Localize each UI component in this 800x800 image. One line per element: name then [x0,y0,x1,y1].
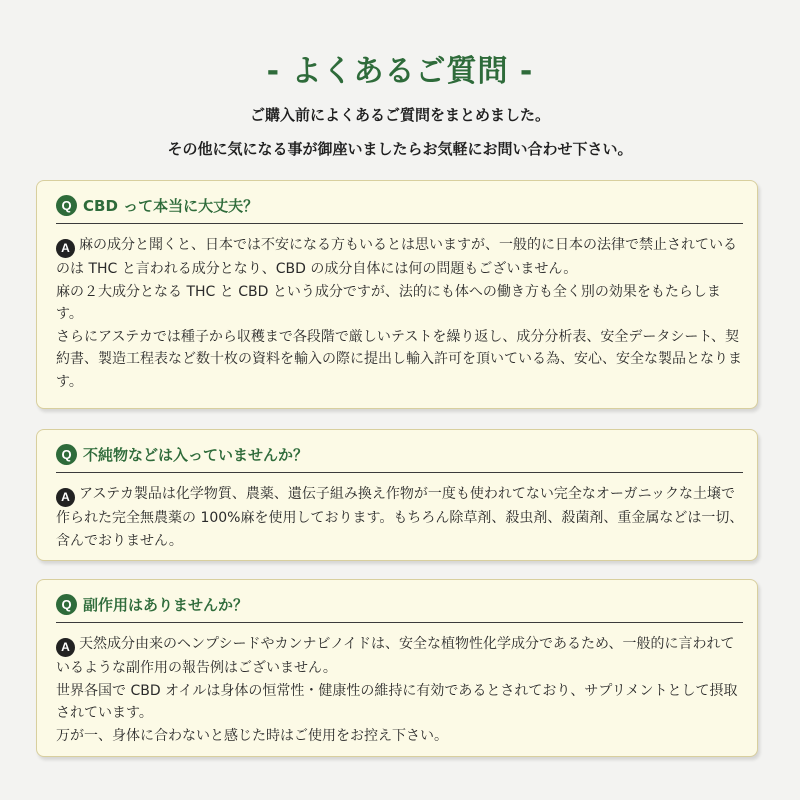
answer-body [56,483,747,552]
answer-paragraph: 麻の２大成分となる THC と CBD という成分ですが、法的にも体への働き方も全く別の効果をもたらします。 [56,283,721,323]
q-badge-icon: Q [56,444,77,465]
answer-text: アステカ製品は化学物質、農薬、遺伝子組み換え作物が一度も使われてない完全なオーガニックな土壌で作られた完全無農薬の 100%麻を使用しております。もちろん除草剤、殺虫剤、殺菌剤、重金属などは一切、含んでおりません。 [56,486,744,549]
question-text: CBD って本当に大丈夫？ [83,197,259,215]
faq-card-2 [36,429,758,561]
answer-body [56,234,747,394]
answer-paragraph [56,234,747,281]
answer-paragraph: 世界各国で CBD オイルは身体の恒常性・健康性の維持に有効であるとされており、サプリメントとして摂取されています。 [56,682,738,722]
divider [56,622,743,623]
q-badge-icon: Q [56,195,77,216]
question-text: 副作用はありませんか？ [83,596,249,614]
divider [56,472,743,473]
answer-paragraph [56,633,747,680]
intro-line-2: その他に気になる事が御座いましたらお気軽にお問い合わせ下さい。 [167,140,633,158]
divider [56,223,743,224]
answer-text: 麻の成分と聞くと、日本では不安になる方もいるとは思いますが、一般的に日本の法律で禁止されているのは THC と言われる成分となり、CBD の成分自体には何の問題もございません。 [56,237,737,277]
intro-line-1: ご購入前によくあるご質問をまとめました。 [249,106,550,124]
answer-paragraph: さらにアステカでは種子から収穫まで各段階で厳しいテストを繰り返し、成分分析表、安全データシート、契約書、製造工程表など数十枚の資料を輸入の際に提出し輸入許可を頂いている為、安心、安全な製品となります。 [56,328,742,390]
faq-card-3 [36,579,758,757]
answer-paragraph: 万が一、身体に合わないと感じた時はご使用をお控え下さい。 [56,727,448,744]
answer-text: 天然成分由来のヘンプシードやカンナビノイドは、安全な植物性化学成分であるため、一般的に言われているような副作用の報告例はございません。 [56,636,735,676]
question-row [56,594,248,615]
a-badge-icon: A [56,638,75,657]
question-row [56,195,258,216]
page-title: - よくあるご質問 - [266,54,534,89]
faq-card-1 [36,180,758,409]
a-badge-icon: A [56,239,75,258]
a-badge-icon: A [56,488,75,507]
answer-body [56,633,747,747]
q-badge-icon: Q [56,594,77,615]
answer-paragraph [56,483,747,552]
question-text: 不純物などは入っていませんか？ [83,446,309,464]
question-row [56,444,308,465]
